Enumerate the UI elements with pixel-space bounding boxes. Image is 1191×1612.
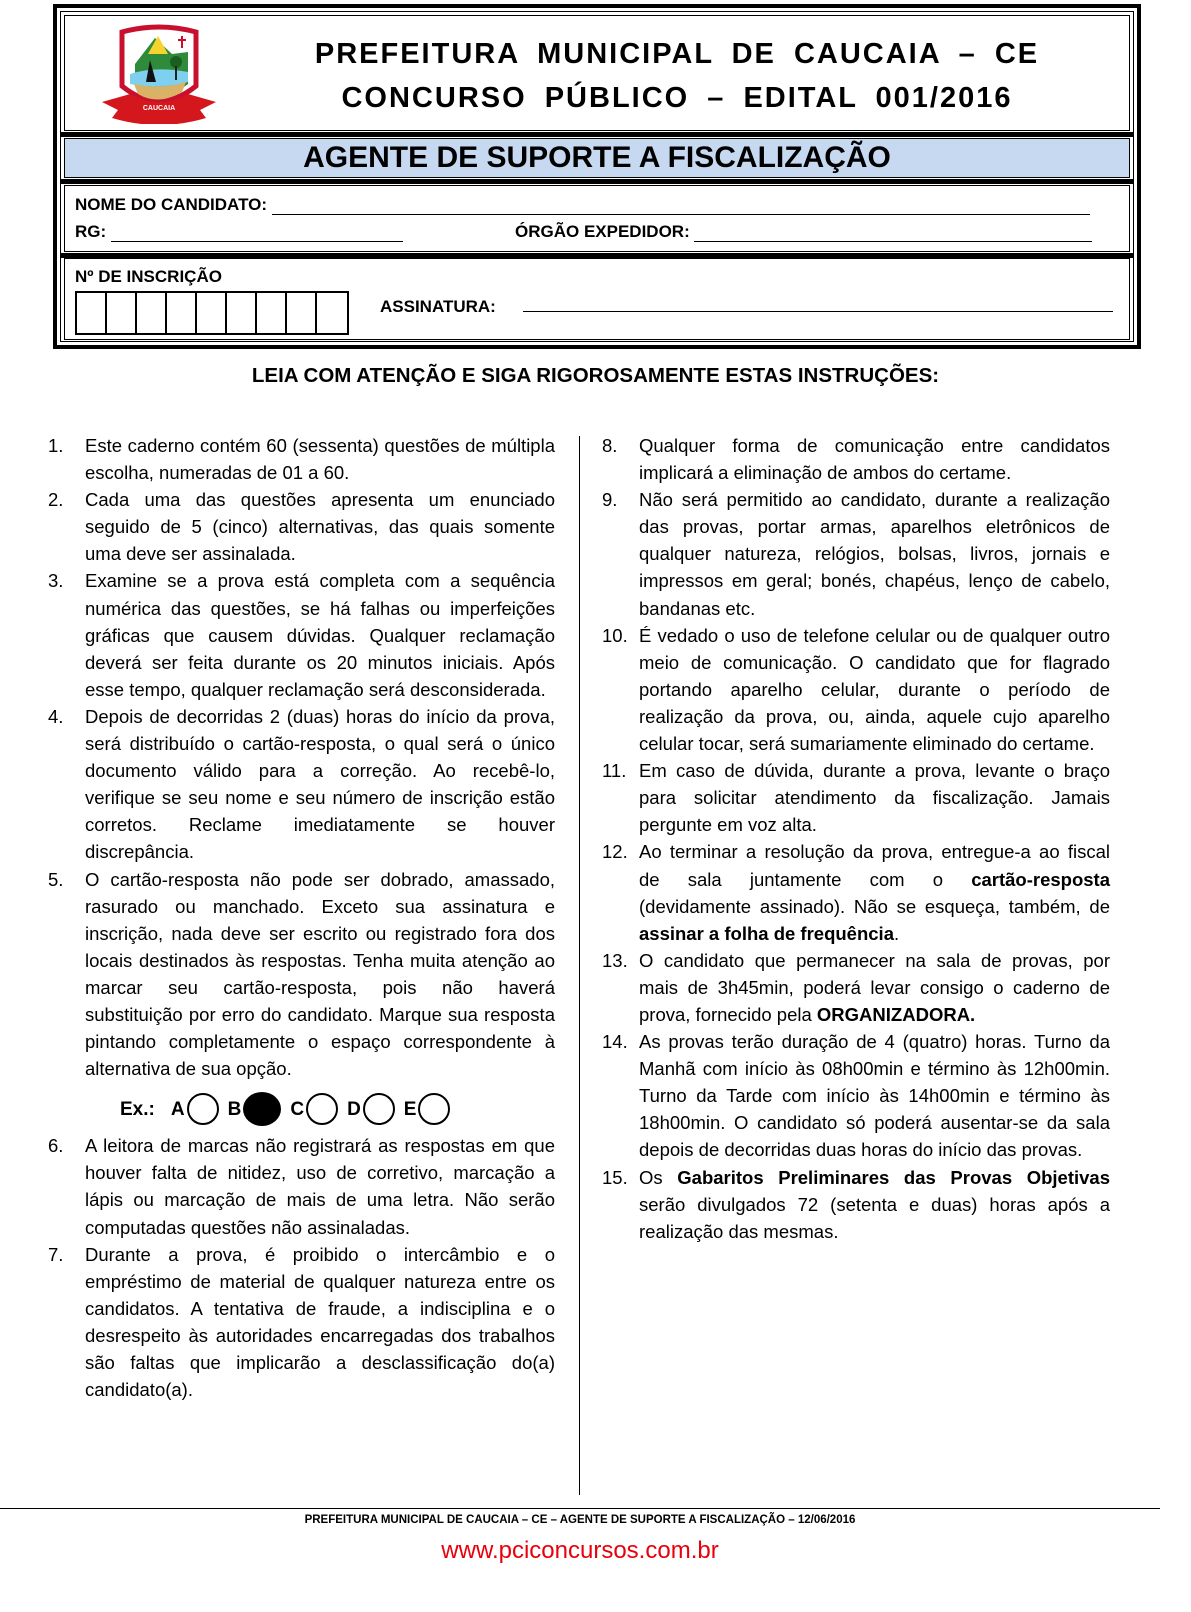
rg-label: RG: xyxy=(75,222,107,241)
empty-bubble-icon xyxy=(306,1093,338,1125)
registration-digit-cell[interactable] xyxy=(107,293,137,333)
instruction-item: 11. Em caso de dúvida, durante a prova, levante o braço para solicitar atendimento da fiscalização. Jamais pergunte em voz alta. xyxy=(602,760,1110,836)
instruction-item: 14. As provas terão duração de 4 (quatro) horas. Turno da Manhã com início às 08h00min e término às 12h00min. Turno da Tarde com início às 14h00min e término às 18h00min. O candidato só poderá ausentar-se da sala depois de decorridas duas horas do início das provas. xyxy=(602,1031,1110,1161)
svg-text:CAUCAIA: CAUCAIA xyxy=(142,105,176,112)
exam-subtitle: CONCURSO PÚBLICO – EDITAL 001/2016 xyxy=(341,82,1013,114)
instruction-item: 6. A leitora de marcas não registrará as respostas em que houver falta de nitidez, uso de corretivo, marcação a lápis ou marcação de mais de uma letra. Não serão computadas questões não assinaladas. xyxy=(48,1135,555,1238)
instruction-item: 3. Examine se a prova está completa com a sequência numérica das questões, se há falhas ou imperfeições gráficas que causem dúvidas. Qualquer reclamação deverá ser feita durante os 20 minutos iniciais. Após esse tempo, qualquer reclamação será desconsiderada. xyxy=(48,570,555,700)
instruction-item: 13. O candidato que permanecer na sala de provas, por mais de 3h45min, poderá levar consigo o caderno de prova, fornecido pela ORGANIZADORA. xyxy=(602,949,1110,1025)
answer-marking-example xyxy=(48,1086,555,1132)
role-title: AGENTE DE SUPORTE A FISCALIZAÇÃO xyxy=(64,138,1130,178)
caucaia-coat-of-arms-icon xyxy=(100,24,218,124)
exam-header-frame xyxy=(53,4,1141,349)
empty-bubble-icon xyxy=(418,1093,450,1125)
instruction-item: 12. Ao terminar a resolução da prova, entregue-a ao fiscal de sala juntamente com o cartão-resposta (devidamente assinado). Não se esqueça, também, de assinar a folha de frequência. xyxy=(602,841,1110,944)
registration-digit-cell[interactable] xyxy=(257,293,287,333)
column-divider xyxy=(579,436,580,1495)
orgao-expedidor-label: ÓRGÃO EXPEDIDOR: xyxy=(515,222,690,241)
footer-text: PREFEITURA MUNICIPAL DE CAUCAIA – CE – AGENTE DE SUPORTE A FISCALIZAÇÃO – 12/06/2016 xyxy=(304,1514,856,1526)
instructions-heading: LEIA COM ATENÇÃO E SIGA RIGOROSAMENTE ESTAS INSTRUÇÕES: xyxy=(251,364,940,387)
candidate-name-field[interactable] xyxy=(272,198,1090,215)
candidate-info-box xyxy=(64,185,1130,252)
instruction-item: 1. Este caderno contém 60 (sessenta) questões de múltipla escolha, numeradas de 01 a 60. xyxy=(48,435,555,484)
signature-label: ASSINATURA: xyxy=(380,297,496,316)
empty-bubble-icon xyxy=(187,1093,219,1125)
footer-url-link[interactable]: www.pciconcursos.com.br xyxy=(441,1537,719,1564)
rg-field[interactable] xyxy=(111,225,403,242)
orgao-expedidor-field[interactable] xyxy=(694,225,1092,242)
signature-field[interactable] xyxy=(523,311,1113,312)
registration-number-label: Nº DE INSCRIÇÃO xyxy=(75,267,222,286)
instruction-item: 5. O cartão-resposta não pode ser dobrado, amassado, rasurado ou manchado. Exceto sua assinatura e inscrição, nada deve ser escrito ou registrado fora dos locais destinados às respostas. Tenha muita atenção ao marcar seu cartão-resposta, pois não haverá substituição por erro do candidato. Marque sua resposta pintando completamente o espaço correspondente à alternativa de sua opção. xyxy=(48,868,555,1080)
institution-title: PREFEITURA MUNICIPAL DE CAUCAIA – CE xyxy=(314,38,1040,70)
instruction-item: 4. Depois de decorridas 2 (duas) horas do início da prova, será distribuído o cartão-resposta, o qual será o único documento válido para a correção. Ao recebê-lo, verifique se seu nome e seu número de inscrição estão corretos. Reclame imediatamente se houver discrepância. xyxy=(48,705,555,863)
instructions-left-column xyxy=(48,432,555,1403)
empty-bubble-icon xyxy=(363,1093,395,1125)
divider xyxy=(61,132,1133,137)
registration-digit-cell[interactable] xyxy=(77,293,107,333)
example-label: Ex.: xyxy=(120,1098,155,1120)
example-option-c: C xyxy=(290,1093,338,1125)
example-option-e: E xyxy=(404,1093,451,1125)
candidate-name-label: NOME DO CANDIDATO: xyxy=(75,195,268,214)
registration-digit-cell[interactable] xyxy=(317,293,347,333)
filled-bubble-icon xyxy=(243,1092,281,1126)
instruction-item: 8. Qualquer forma de comunicação entre candidatos implicará a eliminação de ambos do certame. xyxy=(602,435,1110,484)
instructions-right-column xyxy=(602,432,1110,1245)
registration-box xyxy=(64,258,1130,340)
institution-header xyxy=(64,15,1130,131)
example-option-a: A xyxy=(171,1093,219,1125)
example-option-b: B xyxy=(228,1092,282,1126)
registration-digit-cell[interactable] xyxy=(287,293,317,333)
registration-digit-cell[interactable] xyxy=(227,293,257,333)
instruction-item: 15. Os Gabaritos Preliminares das Provas Objetivas serão divulgados 72 (setenta e duas) horas após a realização das mesmas. xyxy=(602,1166,1111,1242)
instruction-item: 7. Durante a prova, é proibido o intercâmbio e o empréstimo de material de qualquer natureza entre os candidatos. A tentativa de fraude, a indisciplina e o desrespeito às autoridades encarregadas dos trabalhos são faltas que implicarão a desclassificação do(a) candidato(a). xyxy=(48,1243,555,1401)
instruction-item: 10. É vedado o uso de telefone celular ou de qualquer outro meio de comunicação. O candidato que for flagrado portando aparelho celular, durante o período de realização da prova, ou, ainda, aquele cujo aparelho celular tocar, será sumariamente eliminado do certame. xyxy=(602,624,1110,755)
registration-digit-cell[interactable] xyxy=(167,293,197,333)
instruction-item: 2. Cada uma das questões apresenta um enunciado seguido de 5 (cinco) alternativas, das quais somente uma deve ser assinalada. xyxy=(48,489,555,565)
footer-divider xyxy=(0,1508,1160,1509)
registration-digit-cell[interactable] xyxy=(137,293,167,333)
instruction-item: 9. Não será permitido ao candidato, durante a realização das provas, portar armas, aparelhos eletrônicos de qualquer natureza, relógios, bolsas, livros, jornais e impressos em geral; bonés, chapéus, lenço de cabelo, bandanas etc. xyxy=(602,489,1110,619)
example-option-d: D xyxy=(347,1093,395,1125)
registration-digit-cell[interactable] xyxy=(197,293,227,333)
registration-number-grid[interactable] xyxy=(75,291,349,335)
divider xyxy=(61,179,1133,184)
